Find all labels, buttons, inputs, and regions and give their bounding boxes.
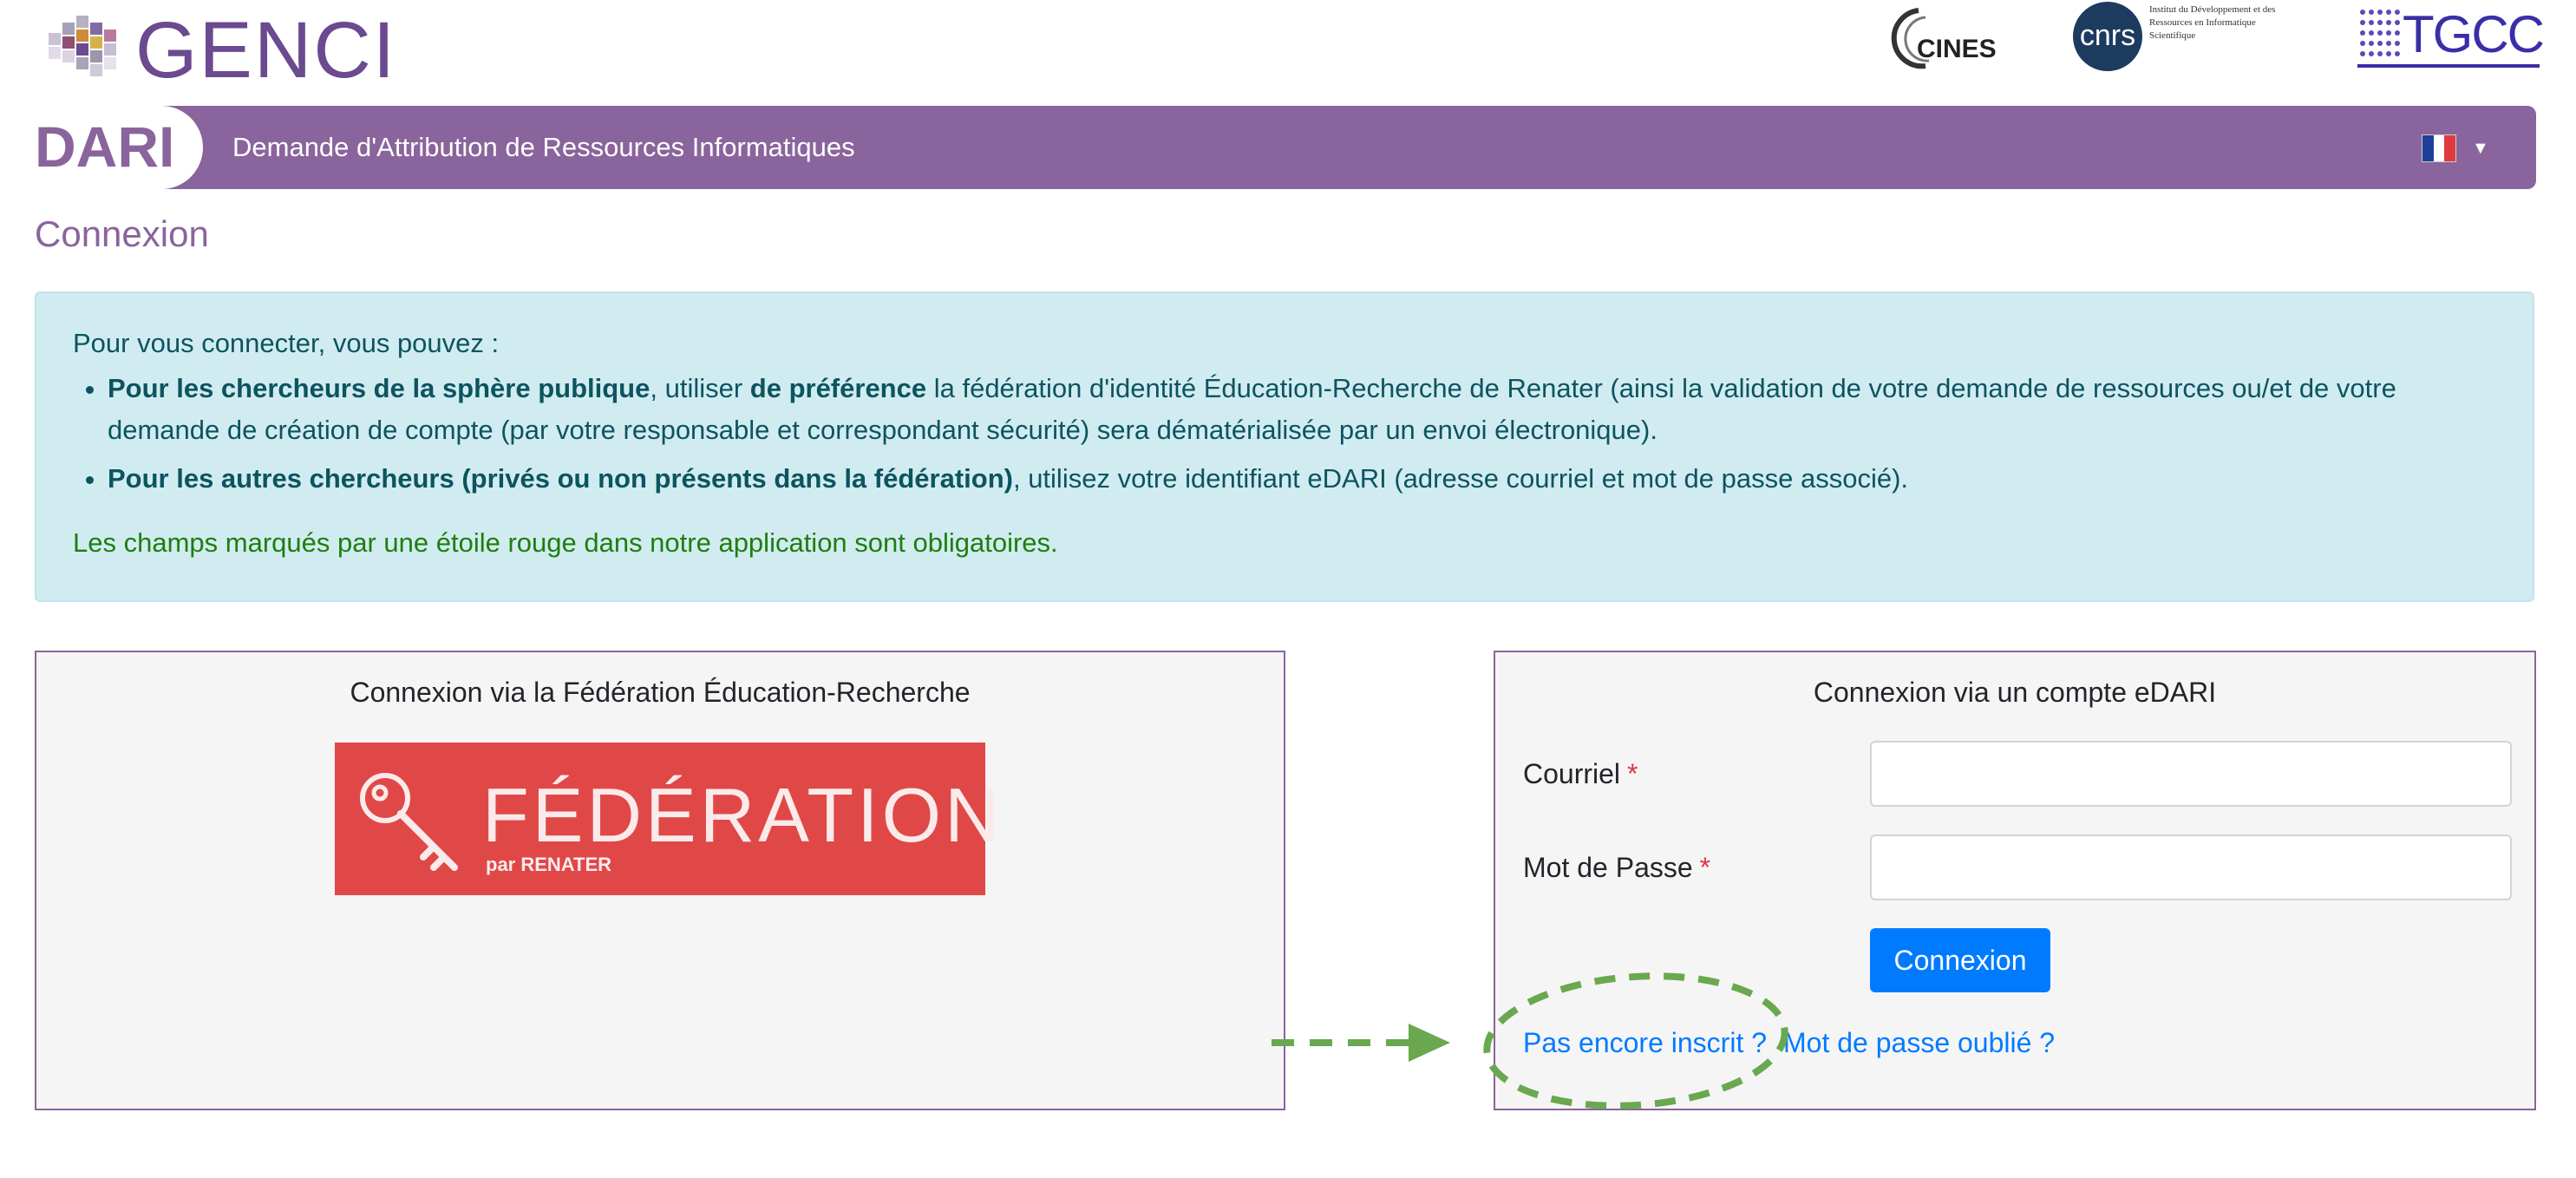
info-item-private-bold: Pour les autres chercheurs (privés ou non présents dans la fédération) — [108, 463, 1013, 494]
genci-logo-text: GENCI — [135, 6, 397, 95]
info-item-public-text2: la fédération d'identité Éducation-Recherche de Renater (ainsi la validation de votre demande de ressources ou/et de votre demande de création de compte (par votre responsable et correspondant sécurité) sera dématérialisée par un envoi électronique). — [108, 373, 2396, 445]
cnrs-logo-text: cnrs — [2073, 2, 2142, 71]
info-item-public-bold: Pour les chercheurs de la sphère publique — [108, 373, 651, 403]
info-alert — [35, 291, 2534, 602]
email-required-mark: * — [1627, 758, 1638, 789]
federation-login-panel — [35, 651, 1285, 1110]
forgot-password-link[interactable]: Mot de passe oublié ? — [1783, 1027, 2056, 1058]
key-icon — [350, 758, 472, 880]
login-button[interactable]: Connexion — [1870, 928, 2050, 992]
federation-panel-heading: Connexion via la Fédération Éducation-Recherche — [350, 677, 971, 708]
tgcc-underline — [2357, 64, 2540, 68]
language-dropdown-caret-icon[interactable]: ▼ — [2472, 139, 2489, 158]
info-item-public — [108, 368, 2484, 451]
email-label — [1523, 755, 1638, 793]
genci-mosaic-icon — [40, 7, 134, 90]
password-label-text: Mot de Passe — [1523, 852, 1693, 883]
info-item-public-text1: , utiliser — [650, 373, 750, 403]
cines-logo — [1882, 2, 1997, 75]
tgcc-dots-icon — [2357, 7, 2409, 68]
page-title: Connexion — [35, 213, 209, 254]
tgcc-logo-text: TGCC — [2403, 5, 2543, 63]
info-intro: Pour vous connecter, vous pouvez : — [73, 328, 500, 358]
federation-logo-word: FÉDÉRATION — [482, 772, 1004, 858]
email-field[interactable] — [1870, 741, 2512, 807]
password-label — [1523, 848, 1710, 887]
info-item-private-text: , utilisez votre identifiant eDARI (adresse courriel et mot de passe associé). — [1012, 463, 1909, 494]
email-label-text: Courriel — [1523, 758, 1621, 789]
genci-logo — [40, 6, 404, 95]
tgcc-logo — [2357, 3, 2543, 69]
federation-login-button[interactable] — [335, 743, 1004, 895]
password-required-mark: * — [1699, 852, 1711, 883]
edari-login-panel — [1494, 651, 2536, 1110]
register-link[interactable]: Pas encore inscrit ? — [1523, 1027, 1768, 1058]
idris-logo-text: Institut du Développement et des Ressources en Informatique Scientifique — [2149, 4, 2276, 41]
federation-logo-sub: par RENATER — [486, 854, 612, 875]
info-item-public-bold2: de préférence — [749, 373, 927, 403]
required-fields-note: Les champs marqués par une étoile rouge dans notre application sont obligatoires. — [73, 527, 1058, 558]
cines-logo-text: CINES — [1917, 35, 1997, 63]
info-item-private — [108, 458, 2484, 500]
edari-panel-heading: Connexion via un compte eDARI — [1813, 677, 2217, 708]
flag-fr-icon[interactable] — [2422, 134, 2456, 162]
annotation-arrow-head-icon — [1409, 1024, 1450, 1062]
banner-subtitle: Demande d'Attribution de Ressources Informatiques — [232, 132, 855, 162]
cnrs-idris-logo — [2073, 2, 2290, 75]
info-list — [73, 368, 2484, 500]
dari-brand[interactable]: DARI — [35, 115, 175, 179]
info-text — [73, 323, 2484, 507]
password-field[interactable] — [1870, 834, 2512, 900]
